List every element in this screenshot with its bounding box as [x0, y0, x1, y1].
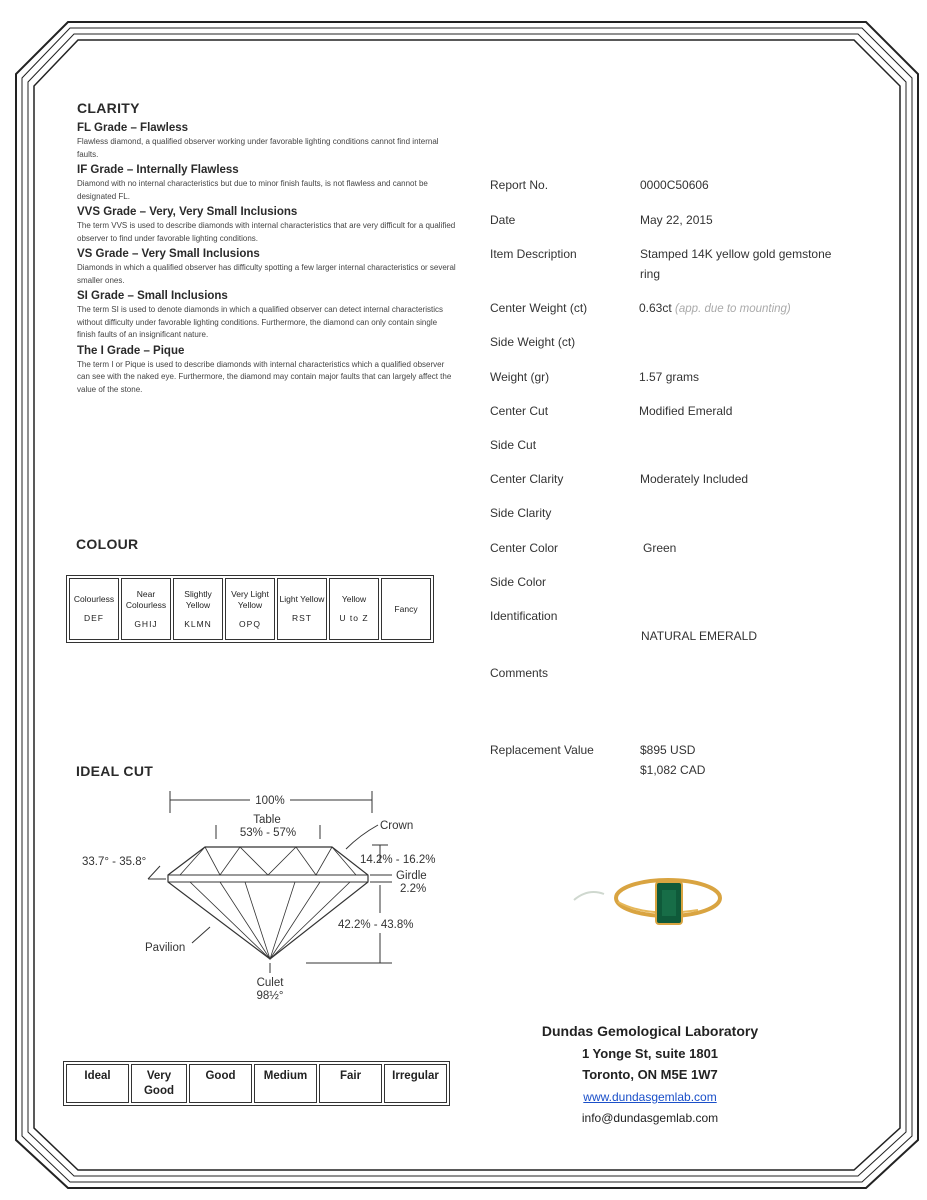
lab-website-link[interactable]: www.dundasgemlab.com	[583, 1089, 717, 1104]
report-value	[639, 301, 791, 315]
colour-cell	[121, 578, 171, 640]
colour-cell-name: Colourless	[73, 594, 115, 604]
report-label: Side Color	[490, 575, 547, 589]
colour-cell-name: Fancy	[394, 603, 418, 614]
cut-grade-cell: Medium	[254, 1064, 317, 1103]
report-value: 1.57 grams	[639, 370, 700, 384]
cut-grade-table	[63, 1061, 450, 1106]
report-label: Center Cut	[490, 404, 549, 418]
colour-cell	[173, 578, 223, 640]
ideal-cut-title: IDEAL CUT	[76, 763, 154, 779]
clarity-grade-desc: Diamond with no internal characteristics but due to minor finish faults, is not flawless and cannot be designated FL.	[77, 179, 428, 201]
colour-cell-name: Slightly Yellow	[184, 588, 212, 610]
lab-address-line2: Toronto, ON M5E 1W7	[582, 1067, 718, 1082]
clarity-section	[77, 100, 457, 396]
clarity-grade-name: VVS Grade – Very, Very Small Inclusions	[77, 206, 298, 218]
pavilion-label: Pavilion	[145, 942, 186, 954]
report-value: Moderately Included	[640, 472, 749, 486]
clarity-grade-name: VS Grade – Very Small Inclusions	[77, 248, 260, 260]
report-label: Side Cut	[490, 438, 537, 452]
colour-cell-name: Near Colourless	[125, 588, 167, 610]
lab-name: Dundas Gemological Laboratory	[541, 1023, 759, 1039]
pavilion-depth-label: 42.2% - 43.8%	[338, 919, 414, 931]
report-label: Center Weight (ct)	[490, 301, 588, 315]
lab-email: info@dundasgemlab.com	[581, 1111, 719, 1125]
colour-cell-letters: DEF	[84, 613, 104, 623]
girdle-value-label: 2.2%	[400, 883, 427, 895]
clarity-grade-name: IF Grade – Internally Flawless	[77, 164, 239, 176]
colour-cell	[277, 578, 327, 640]
colour-cell	[381, 578, 431, 640]
report-label: Date	[490, 213, 516, 227]
clarity-grade-desc: The term VVS is used to describe diamonds with internal characteristics that are very difficult for a qualified observer to find under favorable lighting conditions.	[77, 221, 456, 243]
colour-cell-letters: GHIJ	[134, 618, 158, 629]
report-value: 0000C50606	[640, 178, 709, 192]
report-label: Comments	[490, 666, 549, 680]
cut-grade-cell: Good	[189, 1064, 252, 1103]
clarity-grade-name: FL Grade – Flawless	[77, 122, 189, 134]
report-value: May 22, 2015	[640, 213, 713, 227]
report-details	[490, 0, 870, 800]
table-label: Table	[253, 814, 281, 826]
clarity-grade-desc: The term I or Pique is used to describe diamonds with internal characteristics which a qualified observer can see with the naked eye. Furthermore, the diamond may contain major faults that can largely affect the value of the stone.	[77, 359, 452, 394]
report-label: Replacement Value	[490, 743, 594, 757]
center-weight-note: (app. due to mounting)	[675, 303, 791, 315]
colour-cell-letters: KLMN	[184, 618, 212, 629]
width-percent-label: 100%	[255, 795, 285, 807]
report-label: Center Color	[490, 541, 559, 555]
clarity-grade	[77, 290, 457, 342]
report-value: Green	[643, 541, 677, 555]
culet-label: Culet	[256, 977, 284, 989]
colour-cell-name: Very Light Yellow	[231, 588, 269, 610]
colour-cell	[69, 578, 119, 640]
center-weight-value: 0.63ct	[639, 301, 672, 315]
report-value: Stamped 14K yellow gold gemstone	[640, 247, 832, 261]
report-label: Report No.	[490, 178, 549, 192]
clarity-title: CLARITY	[77, 100, 140, 116]
girdle-label: Girdle	[396, 870, 427, 882]
culet-value-label: 98½°	[256, 990, 284, 1002]
colour-cell-name: Yellow	[341, 594, 367, 604]
crown-label: Crown	[380, 820, 414, 832]
report-label: Identification	[490, 609, 558, 623]
colour-title: COLOUR	[76, 536, 139, 552]
clarity-grade	[77, 248, 457, 287]
clarity-grade-name: SI Grade – Small Inclusions	[77, 290, 228, 302]
report-value: Modified Emerald	[639, 404, 733, 418]
diamond-proportions-diagram	[70, 783, 470, 1013]
crown-angle-label: 33.7° - 35.8°	[82, 856, 147, 868]
report-value-line2: $1,082 CAD	[640, 763, 706, 777]
clarity-grade-desc: Flawless diamond, a qualified observer working under favorable lighting conditions cannot find internal faults.	[77, 137, 439, 159]
clarity-grade	[77, 206, 457, 245]
report-label: Weight (gr)	[490, 370, 550, 384]
report-value-line2: ring	[640, 267, 661, 281]
clarity-grade	[77, 345, 457, 397]
clarity-grade-desc: Diamonds in which a qualified observer has difficulty spotting a few larger internal characteristics or several smaller ones.	[77, 263, 456, 285]
colour-scale-table	[66, 575, 434, 643]
report-label: Item Description	[490, 247, 577, 261]
cut-grade-cell: Ideal	[66, 1064, 129, 1103]
lab-address-line1: 1 Yonge St, suite 1801	[581, 1045, 719, 1061]
colour-cell	[225, 578, 275, 640]
report-value: $895 USD	[640, 743, 696, 757]
colour-cell-letters: RST	[292, 613, 312, 623]
clarity-grade	[77, 122, 457, 161]
colour-cell-letters: U to Z	[339, 613, 369, 623]
ring-photo	[568, 860, 738, 950]
clarity-grade	[77, 164, 457, 203]
cut-grade-cell: Fair	[319, 1064, 382, 1103]
crown-height-label: 14.2% - 16.2%	[360, 854, 436, 866]
report-label: Side Weight (ct)	[490, 335, 576, 349]
colour-cell	[329, 578, 379, 640]
cut-grade-cell: Irregular	[384, 1064, 447, 1103]
clarity-grade-desc: The term SI is used to denote diamonds in which a qualified observer can detect internal characteristics without difficulty under favorable lighting conditions. Furthermore, the diamond can only contain single finish faults of an insignificant nature.	[77, 305, 443, 339]
report-label: Side Clarity	[490, 506, 552, 520]
clarity-grade-name: The I Grade – Pique	[77, 344, 185, 357]
report-value: NATURAL EMERALD	[641, 629, 758, 643]
colour-cell-letters: OPQ	[239, 618, 261, 629]
lab-contact-block	[530, 1021, 770, 1130]
cut-grade-cell: Very Good	[131, 1064, 187, 1103]
colour-cell-name: Light Yellow	[279, 594, 325, 604]
table-range-label: 53% - 57%	[239, 827, 297, 839]
report-label: Center Clarity	[490, 472, 564, 486]
